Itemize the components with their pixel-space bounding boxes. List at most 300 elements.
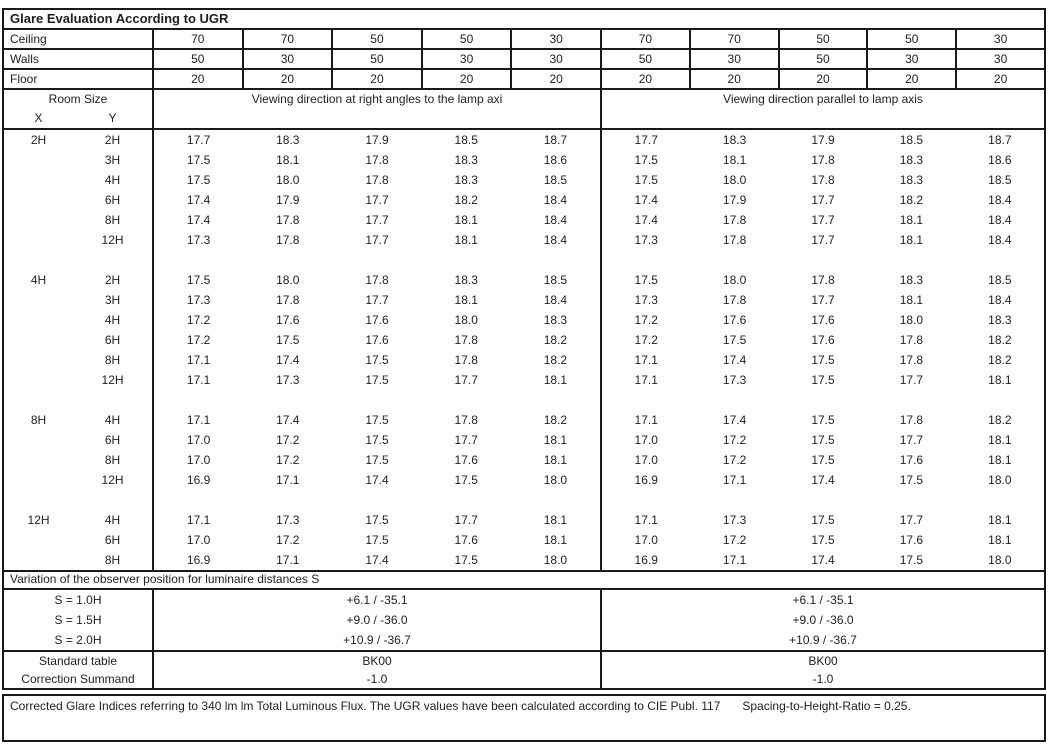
ugr-value: 18.5 (543, 173, 568, 187)
ugr-value: 17.5 (811, 533, 835, 547)
room-x-value (4, 450, 73, 470)
ugr-value: 17.6 (454, 533, 478, 547)
ugr-value (690, 390, 778, 410)
ugr-value: 17.1 (722, 553, 747, 567)
surface-value: 30 (423, 50, 513, 68)
room-size-cell (4, 450, 154, 470)
ugr-value: 18.0 (276, 173, 300, 187)
standard-table-value-right: -1.0 (812, 672, 834, 686)
ugr-table-row (4, 250, 1044, 270)
surface-label: Walls (4, 50, 154, 68)
room-x-value (4, 330, 73, 350)
room-x-value (4, 550, 73, 570)
ugr-value: 17.8 (276, 213, 300, 227)
surface-value: 20 (154, 70, 244, 88)
ugr-table-row (4, 170, 1044, 190)
surface-values-left (154, 70, 602, 88)
ugr-value (602, 390, 690, 410)
ugr-table-row (4, 350, 1044, 370)
ugr-value: 17.8 (365, 273, 389, 287)
ugr-value (154, 390, 243, 410)
ugr-table-row (4, 370, 1044, 390)
ugr-value: 17.8 (365, 153, 389, 167)
ugr-value: 18.1 (988, 453, 1012, 467)
ugr-value: 17.6 (899, 453, 924, 467)
ugr-value: 17.8 (365, 173, 389, 187)
ugr-values-parallel (602, 290, 1044, 310)
ugr-value: 17.3 (186, 293, 211, 307)
room-size-cell (4, 190, 154, 210)
ugr-values-right-angles (154, 290, 602, 310)
surface-value: 70 (602, 30, 691, 48)
surface-value: 30 (993, 52, 1008, 66)
ugr-values-right-angles (154, 150, 602, 170)
surface-value: 70 (691, 30, 780, 48)
y-axis-label: Y (108, 111, 117, 125)
surface-value: 30 (549, 32, 563, 46)
ugr-value: 17.8 (722, 233, 747, 247)
ugr-value: 17.5 (811, 513, 835, 527)
observer-variation-label: S = 2.0H (4, 630, 154, 650)
ugr-value: 17.5 (811, 433, 835, 447)
surface-value: 30 (691, 50, 780, 68)
ugr-values-parallel (602, 330, 1044, 350)
ugr-value: 17.5 (899, 473, 924, 487)
ugr-values-parallel (602, 530, 1044, 550)
ugr-values-parallel (602, 170, 1044, 190)
ugr-value: 17.0 (634, 453, 658, 467)
ugr-values-parallel (602, 190, 1044, 210)
ugr-value: 17.5 (365, 433, 389, 447)
surface-value: 20 (691, 70, 780, 88)
surface-value: 50 (602, 50, 691, 68)
ugr-values-parallel (602, 230, 1044, 250)
ugr-value (243, 390, 332, 410)
room-y-value: 4H (104, 173, 121, 187)
ugr-values-parallel (602, 210, 1044, 230)
observer-variation-value-right: +9.0 / -36.0 (792, 613, 854, 627)
ugr-value (867, 250, 955, 270)
ugr-value (779, 250, 867, 270)
ugr-value: 17.1 (276, 473, 300, 487)
ugr-table-row (4, 470, 1044, 490)
ugr-values-right-angles (154, 430, 602, 450)
ugr-value: 17.1 (186, 513, 211, 527)
ugr-table-row (4, 130, 1044, 150)
ugr-values-right-angles (154, 370, 602, 390)
ugr-value: 17.8 (899, 333, 924, 347)
ugr-value: 18.4 (988, 213, 1012, 227)
ugr-value: 18.1 (454, 213, 478, 227)
observer-variation-value-left: +6.1 / -35.1 (154, 590, 602, 610)
ugr-table-row (4, 550, 1044, 570)
ugr-value: 17.9 (811, 133, 835, 147)
ugr-value (422, 250, 511, 270)
observer-variation-section (4, 590, 1044, 652)
ugr-value: 18.4 (543, 213, 568, 227)
ugr-value: 17.4 (722, 353, 747, 367)
ugr-value: 17.3 (722, 373, 747, 387)
surface-value: 20 (780, 70, 869, 88)
ugr-values-right-angles (154, 210, 602, 230)
ugr-value: 18.1 (543, 453, 568, 467)
ugr-value: 18.3 (454, 173, 478, 187)
ugr-values-parallel (602, 250, 1044, 270)
surface-value: 20 (993, 72, 1008, 86)
surface-value: 30 (993, 32, 1008, 46)
ugr-value: 17.5 (634, 273, 658, 287)
ugr-table-row (4, 490, 1044, 510)
room-size-cell (4, 150, 154, 170)
ugr-values-right-angles (154, 530, 602, 550)
ugr-value: 18.5 (454, 133, 478, 147)
surface-value: 20 (602, 70, 691, 88)
ugr-table-row (4, 210, 1044, 230)
surface-values-right (602, 30, 1044, 48)
spacing-height-ratio: Spacing-to-Height-Ratio = 0.25. (742, 699, 911, 713)
ugr-value: 18.1 (988, 433, 1012, 447)
surface-value: 50 (423, 30, 513, 48)
ugr-value: 18.1 (988, 373, 1012, 387)
ugr-value (243, 250, 332, 270)
room-size-cell (4, 230, 154, 250)
ugr-value: 18.0 (722, 273, 747, 287)
surface-value: 50 (780, 30, 869, 48)
ugr-values-right-angles (154, 130, 602, 150)
ugr-value: 17.6 (276, 313, 300, 327)
ugr-value: 18.4 (988, 193, 1012, 207)
room-y-value: 4H (104, 513, 121, 527)
ugr-value: 17.4 (634, 193, 658, 207)
ugr-value: 16.9 (634, 473, 658, 487)
ugr-value: 18.1 (454, 233, 478, 247)
ugr-value: 17.7 (365, 193, 389, 207)
room-y-value: 12H (101, 373, 124, 387)
ugr-value: 17.6 (811, 313, 835, 327)
ugr-value: 18.4 (543, 233, 568, 247)
standard-table-value-left: -1.0 (154, 670, 602, 688)
ugr-values-parallel (602, 390, 1044, 410)
ugr-value: 17.7 (899, 433, 924, 447)
ugr-value: 17.5 (365, 453, 389, 467)
ugr-value: 17.1 (634, 513, 658, 527)
room-size-header-cell (4, 90, 154, 128)
ugr-table-row (4, 530, 1044, 550)
ugr-values-right-angles (154, 230, 602, 250)
room-x-value (4, 490, 73, 510)
ugr-value: 17.7 (365, 213, 389, 227)
ugr-value: 18.0 (543, 553, 568, 567)
standard-table-value-left: BK00 (154, 652, 602, 670)
room-size-cell (4, 550, 154, 570)
ugr-table-row (4, 410, 1044, 430)
ugr-value: 17.9 (365, 133, 389, 147)
variation-section-title: Variation of the observer position for luminaire distances S (4, 570, 1044, 590)
room-size-axes (4, 109, 152, 127)
ugr-value: 17.4 (186, 213, 211, 227)
ugr-value: 17.2 (722, 453, 747, 467)
ugr-table-row (4, 330, 1044, 350)
ugr-value: 17.7 (811, 233, 835, 247)
ugr-value (690, 490, 778, 510)
ugr-value: 17.2 (276, 533, 300, 547)
ugr-value: 17.5 (454, 473, 478, 487)
room-y-value: 3H (104, 153, 121, 167)
ugr-value: 18.4 (543, 193, 568, 207)
room-size-cell (4, 270, 154, 290)
room-y-value: 8H (104, 453, 121, 467)
ugr-value: 17.5 (811, 353, 835, 367)
ugr-value (154, 250, 243, 270)
ugr-value: 17.6 (899, 533, 924, 547)
observer-variation-value-left: +10.9 / -36.7 (154, 630, 602, 650)
ugr-value: 18.6 (988, 153, 1012, 167)
ugr-value: 18.2 (988, 353, 1012, 367)
ugr-value: 17.1 (186, 413, 211, 427)
room-size-cell (4, 310, 154, 330)
x-axis-label: X (34, 111, 43, 125)
standard-table-label: Correction Summand (4, 670, 154, 688)
ugr-value: 17.7 (365, 293, 389, 307)
ugr-value (956, 390, 1044, 410)
room-x-value (4, 210, 73, 230)
room-y-value (73, 250, 152, 270)
room-x-value: 12H (27, 513, 50, 527)
ugr-value: 18.2 (988, 413, 1012, 427)
ugr-value: 17.5 (365, 373, 389, 387)
surface-value: 20 (868, 70, 957, 88)
ugr-value: 17.7 (186, 133, 211, 147)
ugr-values-right-angles (154, 330, 602, 350)
ugr-value: 17.2 (722, 533, 747, 547)
room-x-value: 4H (30, 273, 47, 287)
surface-value: 50 (780, 50, 869, 68)
ugr-value: 17.2 (276, 453, 300, 467)
ugr-value: 18.1 (543, 433, 568, 447)
ugr-value: 17.5 (899, 553, 924, 567)
surface-values-left (154, 50, 602, 68)
ugr-value: 18.1 (899, 213, 924, 227)
ugr-table-row (4, 510, 1044, 530)
ugr-value: 17.8 (276, 233, 300, 247)
room-y-value: 12H (101, 233, 124, 247)
room-y-value: 8H (104, 213, 121, 227)
ugr-value: 17.9 (276, 193, 300, 207)
ugr-value: 17.3 (276, 373, 300, 387)
ugr-values-parallel (602, 350, 1044, 370)
room-size-cell (4, 490, 154, 510)
observer-variation-value-right: +10.9 / -36.7 (789, 633, 857, 647)
ugr-value: 17.8 (811, 153, 835, 167)
ugr-value: 18.1 (454, 293, 478, 307)
ugr-value: 17.6 (722, 313, 747, 327)
ugr-value: 18.0 (988, 473, 1012, 487)
ugr-value: 18.4 (988, 293, 1012, 307)
standard-table-section (4, 652, 1044, 688)
ugr-value: 18.1 (543, 533, 568, 547)
room-y-value: 6H (104, 433, 121, 447)
room-x-value: 2H (30, 133, 47, 147)
ugr-values-parallel (602, 310, 1044, 330)
ugr-value: 17.5 (276, 333, 300, 347)
room-x-value (4, 290, 73, 310)
ugr-value: 18.5 (899, 133, 924, 147)
room-size-cell (4, 530, 154, 550)
ugr-value (154, 490, 243, 510)
surface-value: 30 (549, 52, 563, 66)
room-size-cell (4, 330, 154, 350)
ugr-value: 17.0 (634, 433, 658, 447)
ugr-value: 16.9 (634, 553, 658, 567)
ugr-values-right-angles (154, 250, 602, 270)
ugr-value: 17.7 (899, 513, 924, 527)
ugr-value: 17.5 (811, 453, 835, 467)
surface-value: 30 (244, 50, 334, 68)
surface-reflectance-row (4, 70, 1044, 90)
surface-value: 20 (423, 70, 513, 88)
ugr-value: 18.3 (543, 313, 568, 327)
ugr-value: 18.3 (454, 153, 478, 167)
viewing-direction-right-angles-header: Viewing direction at right angles to the lamp axi (154, 90, 602, 128)
ugr-value (690, 250, 778, 270)
surface-value: 30 (868, 50, 957, 68)
surface-value: 20 (244, 70, 334, 88)
room-size-cell (4, 370, 154, 390)
ugr-value: 17.7 (811, 213, 835, 227)
room-x-value: 8H (30, 413, 47, 427)
observer-variation-label: S = 1.5H (4, 610, 154, 630)
ugr-table-row (4, 290, 1044, 310)
room-x-value (4, 310, 73, 330)
ugr-value: 17.7 (454, 513, 478, 527)
ugr-values-right-angles (154, 490, 602, 510)
ugr-values-right-angles (154, 190, 602, 210)
ugr-values-parallel (602, 450, 1044, 470)
ugr-value: 18.1 (722, 153, 747, 167)
ugr-value: 18.6 (543, 153, 568, 167)
ugr-value: 18.3 (454, 273, 478, 287)
ugr-table-row (4, 270, 1044, 290)
ugr-table-row (4, 390, 1044, 410)
ugr-table-row (4, 230, 1044, 250)
ugr-value: 18.7 (543, 133, 568, 147)
surface-value: 50 (154, 50, 244, 68)
room-y-value: 2H (104, 273, 121, 287)
ugr-value: 17.4 (722, 413, 747, 427)
room-y-value: 6H (104, 333, 121, 347)
standard-table-label: Standard table (4, 652, 154, 670)
ugr-value: 18.4 (543, 293, 568, 307)
ugr-value: 17.4 (634, 213, 658, 227)
room-x-value (4, 150, 73, 170)
ugr-value: 17.8 (722, 293, 747, 307)
room-y-value: 6H (104, 193, 121, 207)
ugr-value: 17.5 (811, 373, 835, 387)
ugr-value: 17.4 (276, 413, 300, 427)
surface-value: 70 (244, 30, 334, 48)
ugr-values-right-angles (154, 350, 602, 370)
standard-table-row (4, 652, 1044, 670)
room-size-label: Room Size (48, 92, 108, 106)
room-x-value (4, 250, 73, 270)
ugr-value: 17.7 (811, 293, 835, 307)
ugr-values-parallel (602, 550, 1044, 570)
ugr-value (602, 250, 690, 270)
ugr-values-parallel (602, 410, 1044, 430)
ugr-value: 17.2 (722, 433, 747, 447)
ugr-value: 17.2 (634, 313, 658, 327)
ugr-value: 18.0 (722, 173, 747, 187)
observer-variation-value-left: +9.0 / -36.0 (154, 610, 602, 630)
surface-value: 70 (154, 30, 244, 48)
ugr-values-right-angles (154, 390, 602, 410)
surface-label: Ceiling (4, 30, 154, 48)
ugr-value: 17.5 (722, 333, 747, 347)
ugr-value: 17.8 (454, 413, 478, 427)
room-y-value: 12H (101, 473, 124, 487)
ugr-value: 18.2 (454, 193, 478, 207)
ugr-value (332, 250, 421, 270)
ugr-value: 17.2 (634, 333, 658, 347)
room-size-cell (4, 470, 154, 490)
surface-values-right (602, 70, 1044, 88)
ugr-value (243, 490, 332, 510)
room-size-cell (4, 510, 154, 530)
ugr-values-parallel (602, 430, 1044, 450)
ugr-value (511, 490, 600, 510)
footer-note (2, 694, 1046, 742)
ugr-value: 18.1 (543, 373, 568, 387)
ugr-values-right-angles (154, 510, 602, 530)
ugr-value: 18.1 (899, 293, 924, 307)
ugr-value: 17.5 (365, 353, 389, 367)
surface-values-left (154, 30, 602, 48)
ugr-value: 17.5 (634, 153, 658, 167)
ugr-value: 17.0 (186, 533, 211, 547)
surface-value: 50 (868, 30, 957, 48)
ugr-value: 17.8 (811, 273, 835, 287)
ugr-value: 17.3 (634, 233, 658, 247)
room-size-header-row (4, 90, 1044, 130)
ugr-value: 18.0 (276, 273, 300, 287)
ugr-value: 16.9 (186, 473, 211, 487)
surface-reflectance-row (4, 50, 1044, 70)
ugr-value: 18.0 (988, 553, 1012, 567)
ugr-values-parallel (602, 270, 1044, 290)
ugr-value: 17.5 (454, 553, 478, 567)
ugr-value: 17.4 (186, 193, 211, 207)
observer-variation-value-right: +6.1 / -35.1 (792, 593, 854, 607)
ugr-value: 17.9 (722, 193, 747, 207)
footer-text: Corrected Glare Indices referring to 340 lm lm Total Luminous Flux. The UGR values have been calculated according to CIE Publ. 117 (10, 699, 721, 713)
room-size-cell (4, 390, 154, 410)
ugr-value: 17.7 (454, 433, 478, 447)
observer-variation-row (4, 590, 1044, 610)
surface-value: 20 (333, 70, 423, 88)
room-size-cell (4, 170, 154, 190)
ugr-value: 17.8 (899, 353, 924, 367)
ugr-value: 17.2 (186, 313, 211, 327)
ugr-value: 17.1 (186, 353, 211, 367)
ugr-value: 17.0 (634, 533, 658, 547)
ugr-value: 17.0 (186, 453, 211, 467)
room-x-value (4, 230, 73, 250)
ugr-value: 18.5 (543, 273, 568, 287)
surface-reflectance-row (4, 30, 1044, 50)
ugr-value: 18.1 (899, 233, 924, 247)
ugr-values-parallel (602, 510, 1044, 530)
surface-values-right (602, 50, 1044, 68)
